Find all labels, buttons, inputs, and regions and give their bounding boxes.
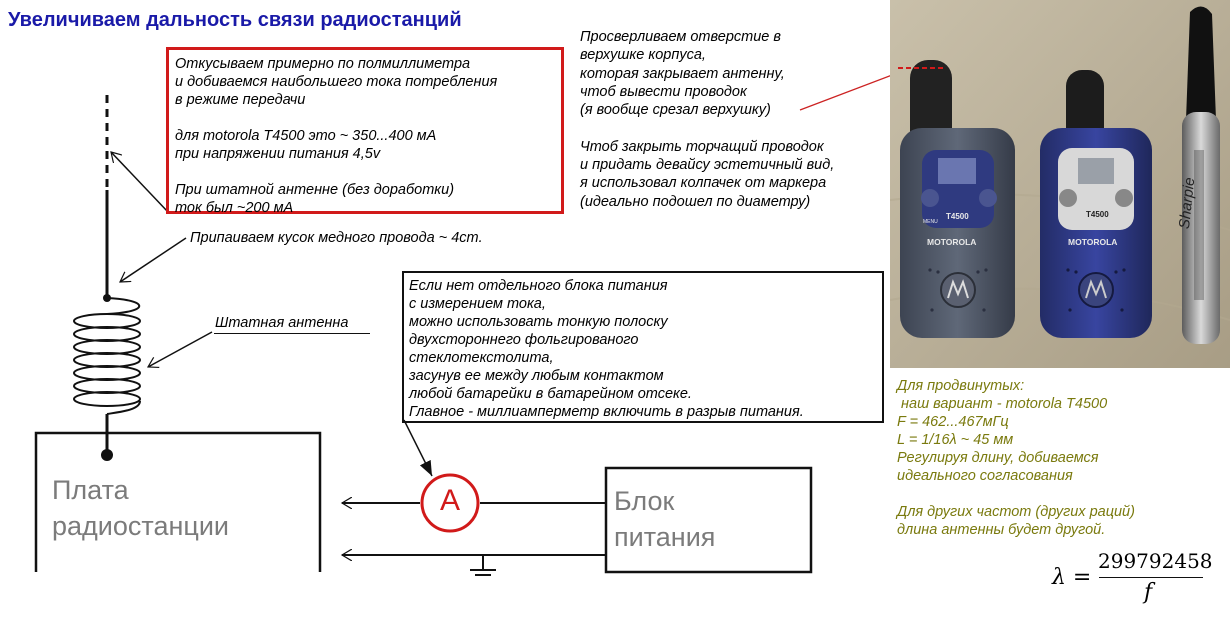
board-label: Плата радиостанции bbox=[52, 475, 230, 541]
solder-point-bottom bbox=[101, 449, 113, 461]
arrow-to-ammeter bbox=[404, 420, 432, 476]
grey-radio-brand: MOTOROLA bbox=[927, 237, 977, 247]
drill-note: Просверливаем отверстие в верхушке корпуса, которая закрывает антенну, чтоб вывести проводок (я вообще срезал верхушку) Чтоб закрыть торчащий проводок и придать девайсу эстетичный вид, я использовал колпачек от маркера (идеально подошел по диаметру) bbox=[580, 29, 835, 210]
grey-radio-model: T4500 bbox=[946, 212, 969, 221]
blue-radio-model: T4500 bbox=[1086, 210, 1109, 219]
marker-brand: Sharpie bbox=[1176, 176, 1199, 230]
wavelength-formula bbox=[1052, 549, 1213, 612]
formula-fraction-bar bbox=[1099, 577, 1203, 578]
power-supply-label: Блок питания bbox=[614, 486, 716, 552]
trim-instructions-box bbox=[166, 47, 564, 214]
arrow-to-coil bbox=[148, 332, 212, 367]
arrow-to-dashed-tip bbox=[111, 152, 168, 212]
ground-symbol bbox=[470, 555, 496, 575]
formula-denominator: f bbox=[1144, 580, 1153, 605]
formula-lhs: λ = bbox=[1052, 565, 1092, 590]
power-tip-box bbox=[402, 271, 884, 423]
trim-instructions-text: Откусываем примерно по полмиллиметра и добиваемся наибольшего тока потребления в режиме передачи для motorola T4500 это ~ 350...400 мА при напряжении питания 4,5v При штатной антенне (без доработки) ток был ~200 мА bbox=[175, 56, 498, 216]
formula-numerator: 299792458 bbox=[1098, 549, 1213, 573]
advanced-note: Для продвинутых: наш вариант - motorola T4500 F = 462...467мГц L = 1/16λ ~ 45 мм Регулируя длину, добиваемся идеального согласования Для других частот (других раций) длина антенны будет другой. bbox=[897, 378, 1135, 538]
copper-wire-note: Припаиваем кусок медного провода ~ 4cm. bbox=[190, 230, 483, 246]
stock-antenna-coil bbox=[74, 298, 140, 414]
stock-antenna-note: Штатная антенна bbox=[215, 315, 349, 331]
arrow-to-copper-wire bbox=[120, 238, 186, 282]
radios-photo bbox=[890, 0, 1230, 368]
stock-antenna-underline bbox=[214, 332, 372, 335]
ammeter-label: A bbox=[439, 484, 460, 517]
page-title: Увеличиваем дальность связи радиостанций bbox=[8, 9, 462, 31]
power-tip-text: Если нет отдельного блока питания с измерением тока, можно использовать тонкую полоску двухстороннего фольгированого стеклотекстолита, засунув ее между любым контактом любой батарейки в батарейном отсеке. Главное - миллиамперметр включить в разрыв питания. bbox=[409, 278, 804, 420]
blue-radio-brand: MOTOROLA bbox=[1068, 237, 1118, 247]
grey-radio-menu: MENU bbox=[923, 219, 938, 225]
